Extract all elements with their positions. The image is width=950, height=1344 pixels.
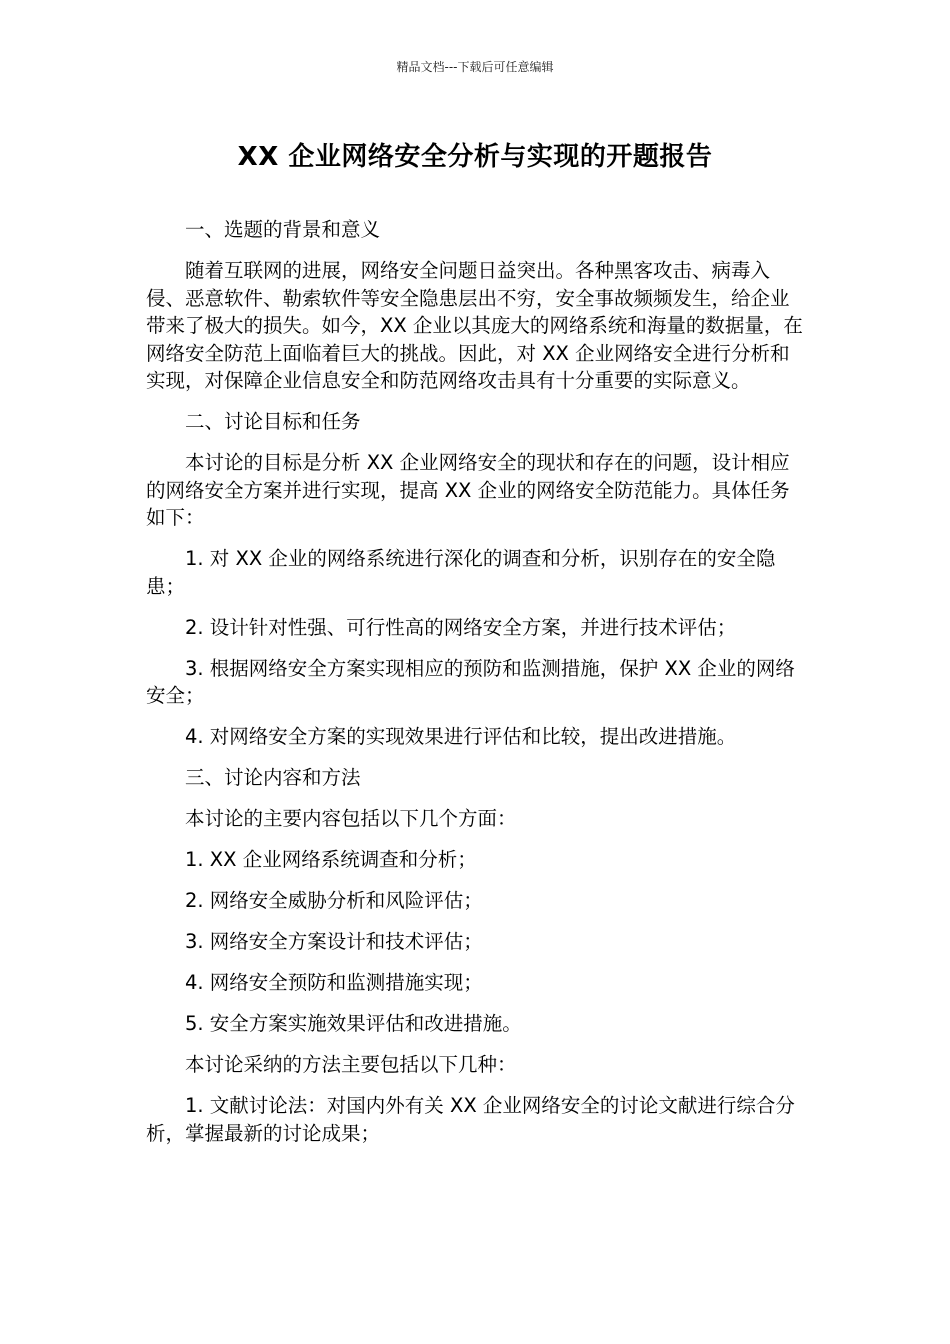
section-heading: 一、选题的背景和意义 (185, 218, 381, 241)
document-body (146, 216, 808, 1161)
document-title: XX 企业网络安全分析与实现的开题报告 (237, 142, 713, 172)
list-item: 2. 设计针对性强、可行性高的网络安全方案，并进行技术评估； (185, 615, 737, 639)
list-item: 5. 安全方案实施效果评估和改进措施。 (185, 1012, 522, 1035)
header-note: 精品文档---下载后可任意编辑 (396, 60, 554, 74)
list-item: 4. 网络安全预防和监测措施实现； (185, 971, 483, 994)
list-item: 1. XX 企业网络系统调查和分析； (185, 848, 477, 871)
list-item: 4. 对网络安全方案的实现效果进行评估和比较，提出改进措施。 (185, 725, 737, 748)
body-paragraph: 本讨论采纳的方法主要包括以下几种： (185, 1053, 517, 1076)
body-paragraph: 本讨论的主要内容包括以下几个方面： (185, 807, 517, 830)
list-item: 2. 网络安全威胁分析和风险评估； (185, 889, 483, 912)
list-item: 1. 对 XX 企业的网络系统进行深化的调查和分析，识别存在的安全隐患； (146, 547, 776, 598)
section-heading: 三、讨论内容和方法 (185, 766, 361, 789)
list-item: 3. 网络安全方案设计和技术评估； (185, 930, 483, 953)
section-heading: 二、讨论目标和任务 (185, 410, 361, 433)
body-paragraph: 随着互联网的进展，网络安全问题日益突出。各种黑客攻击、病毒入侵、恶意软件、勒索软件等安全隐患层出不穷，安全事故频频发生，给企业带来了极大的损失。如今，XX 企业以其庞大的网络系统和海量的数据量，在网络安全防范上面临着巨大的挑战。因此，对 XX 企业网络安全进行分析和实现，对保障企业信息安全和防范网络攻击具有十分重要的实际意义。 (146, 259, 803, 392)
list-item: 1. 文献讨论法：对国内外有关 XX 企业网络安全的讨论文献进行综合分析，掌握最新的讨论成果； (146, 1094, 795, 1145)
list-item: 3. 根据网络安全方案实现相应的预防和监测措施，保护 XX 企业的网络安全； (146, 656, 795, 707)
body-paragraph: 本讨论的目标是分析 XX 企业网络安全的现状和存在的问题，设计相应的网络安全方案并进行实现，提高 XX 企业的网络安全防范能力。具体任务如下： (146, 451, 790, 529)
